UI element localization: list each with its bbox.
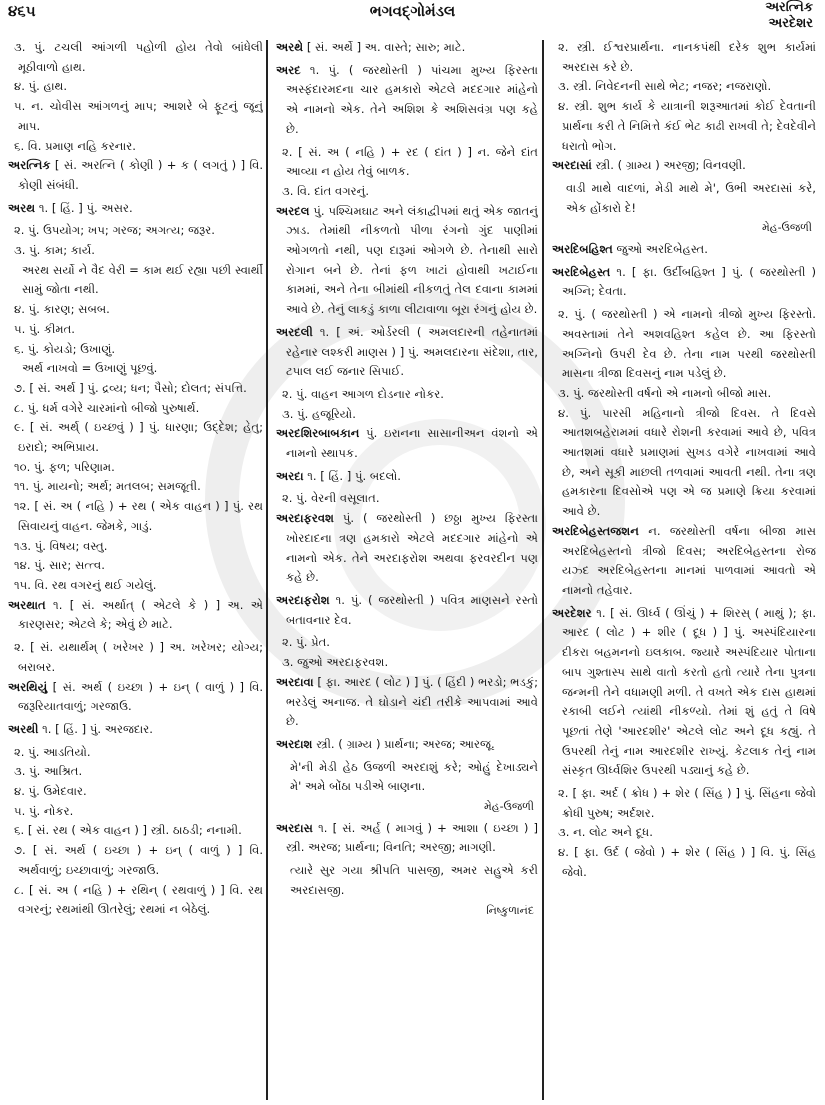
definition: ૧. [ ફા. ઉર્દીબહિશ્ત ] પું. ( જરથોસ્તી ) અગ્નિ; દેવતા.	[562, 264, 816, 299]
headword: અરદિબેહસ્ત	[552, 264, 611, 279]
headword: અરદલી	[276, 324, 313, 339]
usage-quote: અરથ સર્યો ને વૈદ વેરી = કામ થઈ રહ્યા પછી સ્વાર્થી સામું જોતા નથી.	[22, 262, 263, 297]
sense-definition: ૫. ન. ચોવીસ આંગળનું માપ; આશરે બે ફૂટનું જૂનું માપ.	[14, 99, 263, 133]
sense-definition: ૨. સ્ત્રી. ઈશ્વરપ્રાર્થના. નાનકપંથી દરેક શુભ કાર્યમાં અરદાસ કરે છે.	[558, 40, 816, 74]
sense-definition: ૩. ન. લોટ અને દૂધ.	[558, 825, 653, 840]
sense-definition: ૧૫. વિ. રથ વગરનું થઈ ગયેલું.	[14, 577, 157, 592]
sense-definition: ૭. [ સં. અર્થ ] પું. દ્રવ્ય; ધન; પૈસો; દોલત; સંપત્તિ.	[14, 380, 247, 395]
sense-definition: ૪. પું. ઉમેદવાર.	[14, 784, 87, 799]
dictionary-entry	[276, 509, 538, 588]
definition: પું. પશ્ચિમઘાટ અને લંકાદ્વીપમાં થતું એક જાતનું ઝાડ. તેમાંથી નીકળતો પીળા રંગનો ગુંદ પાણીમાં ઓગળતો નથી, પણ દારૂમાં ઓગળે છે. તેનાથી સારો રોગાન બને છે. તેનાં ફળ ખાટાં હોવાથી ખટાઈના કામમાં, અને તેના બીમાંથી નીકળતું તેલ દવાના કામમાં આવે છે. તેનું લાકડું કાળા લીટાવાળા બૂરા રંગનું હોય છે.	[286, 203, 538, 317]
dictionary-entry	[276, 673, 538, 732]
headword: અરદાશ	[276, 736, 313, 751]
usage-quote: વાડી માથે વાદળાં, મેડી માથે મે', ઉભી અરદાસાં કરે, એક હોંકારો દે!	[566, 180, 816, 215]
sense-definition: ૬. [ સં. રથ ( એક વાહન ) ] સ્ત્રી. ઠાઠડી; નનામી.	[14, 823, 242, 838]
definition: ૧. [ સં. અર્થાત્ ( એટલે કે ) ] અ. એ કારણસર; એટલે કે; એવું છે માટે.	[18, 597, 263, 632]
sense-definition: ૨. પું. વાહન આગળ દોડનાર નોકર.	[282, 386, 444, 401]
definition: ૧. [ હિં. ] પું. અસર.	[38, 200, 133, 215]
sense-definition: ૨. પું. પ્રેત.	[282, 635, 330, 650]
usage-quote: ત્યારે સુર ગયા શ્રીપતિ પાસજી, અમર સહુએ કરી અરદાસજી.	[290, 863, 538, 897]
sense-definition: ૫. પું. નોકર.	[14, 803, 74, 818]
sense-definition: ૩. જુઓ અરદાફરવશ.	[282, 655, 389, 670]
headword: અરથાત	[8, 597, 46, 612]
headword: અરદશિરબાબકાન	[276, 426, 360, 441]
headword: અરદાવા	[276, 674, 314, 689]
quote-source: મેહ-ઉજળી	[483, 800, 534, 814]
headword: અરથી	[8, 721, 39, 736]
sense-definition: ૭. [ સં. અર્થ ( ઇચ્છા ) + ઇન્ ( વાળું ) ] વિ. અર્થવાળું; ઇચ્છાવાળું; ગરજાઉ.	[14, 843, 263, 877]
definition: [ ફા. આરદ ( લોટ ) ] પું. ( હિંદી ) ભરડો; ભડકું; ભરડેલું અનાજ. તે ઘોડાને ચંદી તરીકે આપવામાં આવે છે.	[286, 674, 538, 729]
sense-definition: ૧૦. પું. ફળ; પરિણામ.	[14, 459, 115, 474]
definition: ન. જરથોસ્તી વર્ષના બીજા માસ અરદિબેહસ્તનો ત્રીજો દિવસ; અરદિબેહસ્તના રોજ યઝ્દ અરદિબેહસ્તના માનમાં પાળવામાં આવતો એ નામનો તહેવાર.	[562, 523, 816, 597]
dictionary-entry	[552, 156, 816, 176]
definition: [ સં. અરત્નિ ( કોણી ) + ક ( લગતું ) ] વિ. કોણી સંબંધી.	[18, 158, 263, 192]
headword: અરથ	[8, 200, 36, 215]
sense-definition: ૩. પું. કામ; કાર્ય.	[14, 243, 95, 258]
page-header	[0, 0, 825, 36]
definition: ૧. પું. ( જરથોસ્તી ) પવિત્ર માણસને રસ્તો બતાવનાર દેવ.	[286, 592, 538, 627]
dictionary-entry	[276, 38, 538, 58]
headword: અરદાસાં	[552, 158, 592, 173]
dictionary-entry	[8, 678, 263, 717]
sense-definition: ૩. સ્ત્રી. નિવેદનની સાથે ભેટ; નજર; નજરાણો.	[558, 79, 772, 94]
column-2	[276, 38, 538, 1100]
dictionary-entry	[276, 735, 538, 755]
sense-definition: ૪. પું. કારણ; સબબ.	[14, 302, 110, 317]
dictionary-entry	[276, 591, 538, 630]
quote-source: મેહ-ઉજળી	[761, 221, 812, 235]
sense-definition: ૨. પું. વેરની વસૂલાત.	[282, 491, 380, 506]
dictionary-entry	[276, 424, 538, 463]
definition: પું. ઇરાનના સાસાનીઅન વંશનો એ નામનો સ્થાપક.	[286, 426, 538, 461]
definition: ૧. [ અં. ઓર્ડરલી ( અમલદારની તહેનાતમાં રહેનાર લશ્કરી માણસ ) ] પું. અમલદારના સંદેશા, તાર, ટપાલ લઈ જનાર સિપાઈ.	[286, 324, 538, 379]
dictionary-entry	[276, 819, 538, 858]
page-number: ૪૬૫	[8, 2, 36, 20]
column-divider	[266, 40, 268, 1100]
headword: અરદેશર	[552, 605, 592, 620]
dictionary-entry	[276, 323, 538, 382]
definition: ૧. પું. ( જરથોસ્તી ) પાંચમા મુખ્ય ફિરસ્તા અસ્ફંદારમદના ચાર હમકારો એટલે મદદગાર માંહેનો એ નામનો એક. તેને અશિશ કે અશિસવંગ્ર પણ કહે છે.	[286, 62, 538, 136]
headword: અરથિયું	[8, 679, 48, 694]
dictionary-entry	[552, 604, 816, 781]
sense-definition: ૨. પું. ( જરથોસ્તી ) એ નામનો ત્રીજો મુખ્ય ફિરસ્તો. અવસ્તામાં તેને અશવહિશ્ત કહેલ છે. આ ફિરસ્તો અગ્નિનો ઉપરી દેવ છે. તેના નામ પરથી જરથોસ્તી માસના ત્રીજા દિવસનું નામ પડેલું છે.	[558, 307, 816, 381]
sense-definition: ૩. પું. આશ્રિત.	[14, 764, 83, 779]
dictionary-entry	[8, 199, 263, 219]
sense-definition: ૫. પું. કીમત.	[14, 321, 75, 336]
sense-definition: ૨. [ સં. યથાર્થમ્ ( ખરેખર ) ] અ. ખરેખર; યોગ્ય; બરાબર.	[14, 640, 263, 674]
headword: અરદાસ	[276, 820, 313, 835]
definition: [ સં. અર્થ ( ઇચ્છા ) + ઇન્ ( વાળું ) ] વિ. જરૂરિયાતવાળું; ગરજાઉ.	[18, 679, 263, 714]
sense-definition: ૩. વિ. દાંત વગરનું.	[282, 183, 370, 198]
headword: અરદાફરોશ	[276, 592, 330, 607]
sense-definition: ૪. [ ફા. ઉર્દ ( જેવો ) + શેર ( સિંહ ) ] વિ. પું. સિંહ જેવો.	[558, 845, 816, 879]
dictionary-entry	[552, 522, 816, 601]
sense-definition: ૩. પું. ટચલી આંગળી પહોળી હોય તેવો બાંધેલી મૂઠીવાળો હાથ.	[14, 40, 263, 74]
sense-definition: ૨. પું. આડતિયો.	[14, 744, 91, 759]
sense-definition: ૨. પું. ઉપયોગ; ખપ; ગરજ; અગત્ય; જરૂર.	[14, 223, 215, 238]
sense-definition: ૯. [ સં. અર્થ્ ( ઇચ્છવું ) ] પું. ધારણા; ઉદ્દેશ; હેતુ; ઇરાદો; અભિપ્રાય.	[14, 420, 263, 455]
column-1	[8, 38, 263, 1100]
sense-definition: ૪. પું. હાથ.	[14, 79, 68, 94]
dictionary-entry	[552, 240, 816, 260]
headword: અરત્નિક	[8, 158, 51, 173]
sense-definition: ૪. પું. પારસી મહિનાનો ત્રીજો દિવસ. તે દિવસે આતશબહેરામમાં વધારે રોશની કરવામાં આવે છે, પવિત્ર આતશમાં વધારે પ્રમાણમાં સુખડ વગેરે નાખવામાં આવે છે, અને સૂકી માછલી તળવામાં આવતી નથી. તેના ત્રણ હમકારના દિવસોએ પણ એ જ પ્રમાણે ક્રિયા કરવામાં આવે છે.	[558, 405, 816, 519]
dictionary-entry	[276, 202, 538, 320]
definition: ૧. [ હિં. ] પું. બદલો.	[307, 468, 401, 483]
definition: સ્ત્રી. ( ગ્રામ્ય ) અરજી; વિનવણી.	[595, 158, 746, 173]
dictionary-entry	[8, 720, 263, 740]
headword: અરદિબેહસ્તજશન	[552, 523, 639, 538]
definition: ૧. [ સં. અર્હ ( માગવું ) + આશા ( ઇચ્છા ) ] સ્ત્રી. અરજ; પ્રાર્થના; વિનતિ; અરજી; માગણી.	[286, 820, 538, 855]
sense-definition: ૪. સ્ત્રી. શુભ કાર્ય કે યાત્રાની શરૂઆતમાં કોઈ દેવતાની પ્રાર્થના કરી તે નિમિત્તે કંઈ ભેટ કાઢી રાખવી તે; દેવદેવીને ધરાતો ભોગ.	[558, 99, 816, 153]
sense-definition: ૩. પું. હજૂરિયો.	[282, 406, 356, 421]
definition: જુઓ અરદિબેહસ્ત.	[616, 242, 708, 257]
dictionary-entry	[552, 263, 816, 302]
definition: [ સં. અર્થે ] અ. વાસ્તે; સારુ; માટે.	[306, 40, 466, 54]
sense-definition: ૬. વિ. પ્રમાણ નહિ કરનાર.	[14, 138, 136, 153]
column-divider	[542, 40, 544, 1100]
dictionary-entry	[276, 467, 538, 487]
headword: અરદિબહિશ્ત	[552, 242, 613, 257]
headword: અરદા	[276, 468, 304, 483]
guide-word-first: અરત્નિક	[765, 0, 813, 15]
usage-quote: મે'ની મેડી હેઠ ઉજળી અરદાશું કરે; ઓહું દેખાડ્યને મે' અમે બોંઠા પડીએ બાણના.	[290, 759, 538, 794]
guide-word-last: અરદેશર	[768, 16, 813, 31]
definition: ૧. [ હિં. ] પું. અરજદાર.	[42, 721, 153, 736]
headword: અરથે	[276, 40, 304, 54]
sense-definition: ૩. પું. જરથોસ્તી વર્ષનો એ નામનો બીજો માસ.	[558, 385, 772, 400]
quote-source: નિષ્કુળાનંદ	[486, 903, 534, 917]
sense-definition: ૧૧. પું. માયનો; અર્થ; મતલબ; સમજૂતી.	[14, 479, 201, 494]
usage-quote: અર્થ નાખવો = ઉખાણું પૂછવું.	[22, 361, 158, 376]
sense-definition: ૮. [ સં. અ ( નહિ ) + રથિન્ ( રથવાળું ) ] વિ. રથ વગરનું; રથમાંથી ઊતરેલું; રથમાં ન બેઠેલું.	[14, 882, 263, 917]
definition: સ્ત્રી. ( ગ્રામ્ય ) પ્રાર્થના; અરજ; આરજૂ.	[316, 736, 495, 751]
sense-definition: ૮. પું. ધર્મ વગેરે ચારમાંનો બીજો પુરુષાર્થ.	[14, 400, 200, 415]
dictionary-entry	[8, 596, 263, 635]
headword: અરદલ	[276, 203, 310, 218]
sense-definition: ૬. પું. કોયડો; ઉખાણું.	[14, 341, 116, 356]
sense-definition: ૨. [ ફા. અર્દ ( ક્રોધ ) + શેર ( સિંહ ) ] પું. સિંહના જેવો ક્રોધી પુરુષ; અર્દશર.	[558, 786, 816, 820]
headword: અરદાફરવશ	[276, 511, 334, 526]
definition: ૧. [ સં. ઊર્ધ્વ ( ઊંચું ) + શિરસ્ ( માથું ); ફા. આરદ ( લોટ ) + શીર ( દૂધ ) ] પું. અસ્પંદિયારના દીકરા બહમનનો ઇલકાબ. જ્યારે અસ્પંદિયાર પોતાના બાપ ગુશ્તાસ્પ સાથે વાતો કરતો હતો ત્યારે તેના પુત્રના જન્મની તેને વધામણી મળી. તે વખતે એક દાસ હાથમાં રકાબી લઈને ત્યાંથી નીકળ્યો. તેમાં શું હતું તે વિષે પૂછતાં તેણે 'આરદશીર' એટલે લોટ અને દૂધ કહ્યું. તે ઉપરથી તેનું નામ આરદશીર રાખ્યું. કેટલાક તેનું નામ સંસ્કૃત ઊર્ધ્વશિર ઉપરથી પડ્યાનું કહે છે.	[562, 605, 816, 778]
guide-words	[765, 0, 813, 32]
definition: પું. ( જરથોસ્તી ) છઠ્ઠા મુખ્ય ફિરસ્તા ખોરદાદના ત્રણ હમકારો એટલે મદદગાર માંહેનો એ નામનો એક. તેને અરદાફરોશ અથવા ફરવરદીન પણ કહે છે.	[286, 511, 538, 585]
dictionary-entry	[276, 61, 538, 140]
headword: અરદ	[276, 62, 301, 77]
sense-definition: ૨. [ સં. અ ( નહિ ) + રદ ( દાંત ) ] ન. જેને દાંત આવ્યા ન હોય તેવું બાળક.	[282, 144, 538, 179]
sense-definition: ૧૪. પું. સાર; સત્ત્વ.	[14, 558, 105, 573]
sense-definition: ૧૩. પું. વિષય; વસ્તુ.	[14, 538, 108, 553]
sense-definition: ૧૨. [ સં. અ ( નહિ ) + રથ ( એક વાહન ) ] પું. રથ સિવાયનું વાહન. જેમકે, ગાડું.	[14, 499, 263, 533]
dictionary-entry	[8, 156, 263, 195]
running-title: ભગવદ્ગોમંડલ	[369, 2, 456, 20]
column-3	[552, 38, 816, 1100]
